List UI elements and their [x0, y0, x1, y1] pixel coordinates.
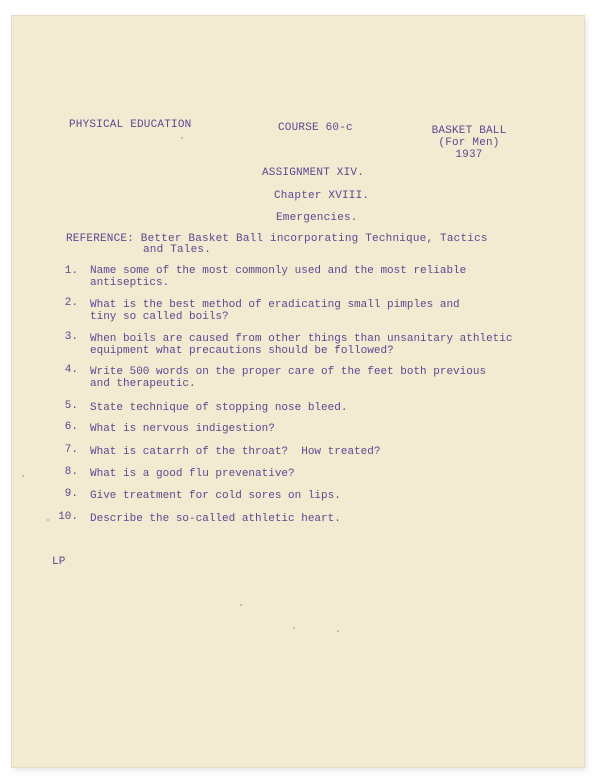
paper-speck	[181, 137, 183, 139]
question-number: 9.	[64, 488, 78, 500]
header-department: PHYSICAL EDUCATION	[69, 119, 192, 131]
question-number: 7.	[64, 444, 78, 456]
paper-speck	[240, 604, 242, 606]
question-text: Write 500 words on the proper care of the feet both previous	[90, 366, 487, 378]
question-number: 10.	[58, 511, 78, 523]
typist-initials: LP	[52, 556, 66, 568]
question-number: 4.	[64, 364, 78, 376]
question-text-continued: equipment what precautions should be followed?	[90, 345, 394, 357]
question-number: 5.	[64, 400, 78, 412]
header-course: COURSE 60-c	[278, 122, 353, 134]
topic-title: Emergencies.	[276, 212, 358, 224]
header-year: 1937	[455, 149, 483, 161]
question-text-continued: and therapeutic.	[90, 378, 196, 390]
question-text: What is nervous indigestion?	[90, 423, 275, 435]
question-number: 3.	[64, 331, 78, 343]
question-text-continued: antiseptics.	[90, 277, 170, 289]
question-text: Give treatment for cold sores on lips.	[90, 490, 341, 502]
reference-line-2: and Tales.	[143, 244, 212, 256]
paper-speck	[22, 475, 24, 477]
header-audience: (For Men)	[438, 137, 500, 149]
question-number: 1.	[64, 265, 78, 277]
question-text: What is a good flu prevenative?	[90, 468, 295, 480]
question-number: 6.	[64, 421, 78, 433]
assignment-title: ASSIGNMENT XIV.	[262, 167, 365, 179]
chapter-title: Chapter XVIII.	[274, 190, 370, 202]
question-text-continued: tiny so called boils?	[90, 311, 229, 323]
question-text: What is the best method of eradicating small pimples and	[90, 299, 460, 311]
paper-speck	[47, 519, 49, 521]
question-text: Name some of the most commonly used and the most reliable	[90, 265, 467, 277]
question-text: What is catarrh of the throat? How treated?	[90, 446, 381, 458]
reference-line-1: REFERENCE: Better Basket Ball incorporating Technique, Tactics	[66, 233, 488, 245]
header-sport: BASKET BALL	[431, 125, 507, 137]
paper-speck	[337, 630, 339, 632]
question-text: Describe the so-called athletic heart.	[90, 513, 341, 525]
question-text: When boils are caused from other things than unsanitary athletic	[90, 333, 513, 345]
paper-speck	[293, 627, 295, 629]
question-number: 8.	[64, 466, 78, 478]
question-text: State technique of stopping nose bleed.	[90, 402, 348, 414]
question-number: 2.	[64, 297, 78, 309]
